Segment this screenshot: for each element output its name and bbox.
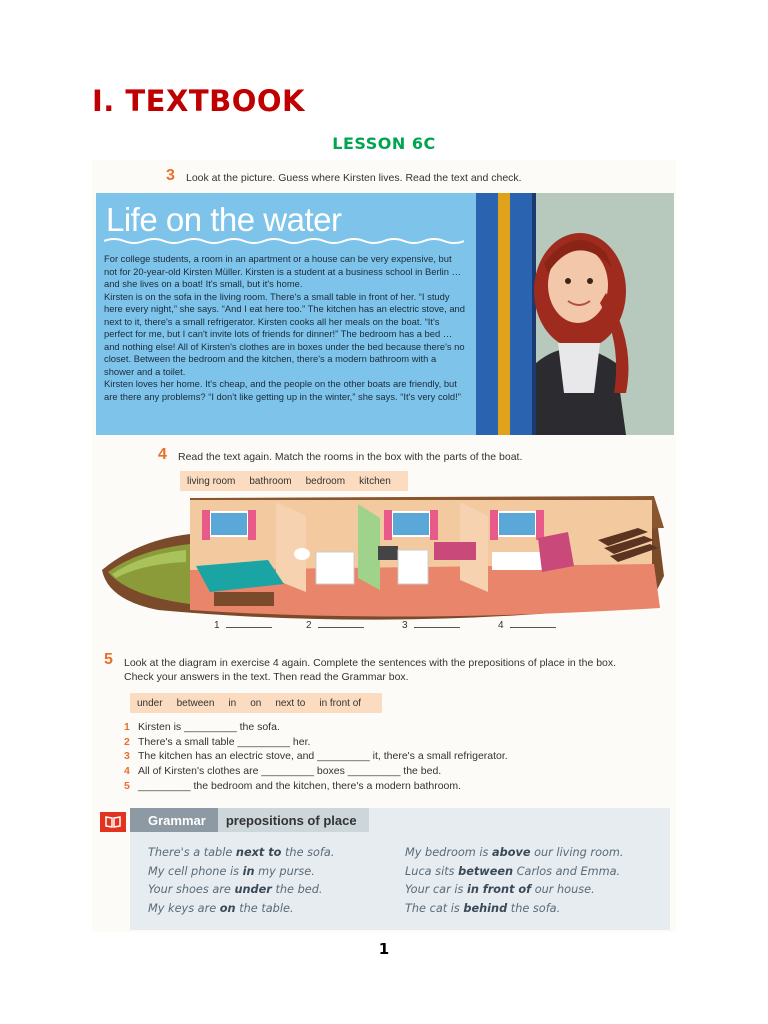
boat-label-3: 3 — [402, 619, 460, 631]
exercise-3-instruction: Look at the picture. Guess where Kirsten lives. Read the text and check. — [186, 172, 522, 184]
word-option: kitchen — [359, 475, 391, 487]
grammar-examples-left — [148, 844, 334, 918]
kirsten-photo — [476, 193, 674, 435]
word-option: between — [176, 697, 215, 709]
boat-label-2: 2 — [306, 619, 364, 631]
word-option: next to — [275, 697, 306, 709]
boat-label-4: 4 — [498, 619, 556, 631]
grammar-tag: Grammar — [130, 808, 218, 832]
word-option: bedroom — [305, 475, 346, 487]
boat-diagram — [98, 492, 674, 642]
grammar-header — [130, 808, 369, 832]
sentence-item: 4 All of Kirsten's clothes are _________ boxes _________ the bed. — [124, 765, 442, 778]
grammar-example: My keys are on the table. — [148, 901, 294, 915]
reading-text — [104, 253, 466, 403]
sentence-item: 3 The kitchen has an electric stove, and _________ it, there's a small refrigerator. — [124, 750, 508, 763]
grammar-examples-right — [405, 844, 623, 918]
grammar-example: Your shoes are under the bed. — [148, 883, 323, 896]
book-icon — [100, 812, 126, 832]
sentence-item: 5 _________ the bedroom and the kitchen, there's a modern bathroom. — [124, 779, 462, 792]
grammar-example: The cat is behind the sofa. — [405, 901, 561, 915]
grammar-topic: prepositions of place — [218, 808, 369, 832]
sentence-item: 2 There's a small table _________ her. — [124, 735, 311, 748]
word-option: in — [228, 697, 237, 709]
exercise-5-instruction-line-1: Look at the diagram in exercise 4 again. Complete the sentences with the prepositions of place in the box. — [124, 657, 617, 669]
reading-paragraph: Kirsten is on the sofa in the living room. There's a small table in front of her. “I study here every night,” she says. “And I eat here too.” The kitchen has an electric stove, and next to it, there's a small refrigerator. Kirsten cooks all her meals on the boat. “It's perfect for me, but I can't invite lots of friends for dinner!” The bedroom has a bed … and nothing else! All of Kirsten's clothes are in boxes under the bed because there's no closet. Between the bedroom and the kitchen, there's a modern bathroom with a shower and a toilet. — [104, 290, 465, 377]
grammar-example: There's a table next to the sofa. — [148, 846, 335, 859]
word-option: on — [250, 697, 262, 709]
word-option: living room — [187, 475, 236, 487]
lesson-heading: LESSON 6C — [332, 134, 436, 153]
sentence-item: 1 Kirsten is _________ the sofa. — [124, 721, 280, 733]
word-option: under — [137, 697, 163, 709]
exercise-4-instruction: Read the text again. Match the rooms in the box with the parts of the boat. — [178, 451, 523, 463]
page-number: 1 — [378, 940, 390, 958]
reading-panel — [96, 193, 476, 435]
grammar-example: Your car is in front of our house. — [405, 883, 595, 896]
reading-heading: Life on the water — [106, 201, 342, 238]
room-word-box — [180, 471, 408, 491]
exercise-5-number: 5 — [104, 651, 113, 668]
boat-label-1: 1 — [214, 619, 272, 631]
wave-decoration — [104, 237, 464, 245]
document-title: I. TEXTBOOK — [92, 84, 306, 118]
gap-fill-sentences — [124, 720, 508, 794]
exercise-3-number: 3 — [166, 167, 175, 184]
word-option: bathroom — [249, 475, 292, 487]
grammar-example: My bedroom is above our living room. — [405, 846, 624, 859]
exercise-4-number: 4 — [158, 446, 167, 463]
reading-paragraph: For college students, a room in an apartment or a house can be very expensive, but not for 20-year-old Kirsten Müller. Kirsten is a student at a business school in Berlin … and she lives on a boat! It's small, but it's home. — [104, 253, 461, 289]
grammar-example: My cell phone is in my purse. — [148, 864, 315, 878]
grammar-box — [130, 808, 670, 930]
preposition-word-box — [130, 693, 382, 713]
word-option: in front of — [319, 697, 362, 709]
grammar-example: Luca sits between Carlos and Emma. — [405, 864, 621, 878]
exercise-5-instruction-line-2: Check your answers in the text. Then read the Grammar box. — [124, 671, 409, 683]
reading-paragraph: Kirsten loves her home. It's cheap, and the people on the other boats are friendly, but are there any problems? “I don't like getting up in the winter,” she says. “It's very cold!” — [104, 378, 461, 402]
